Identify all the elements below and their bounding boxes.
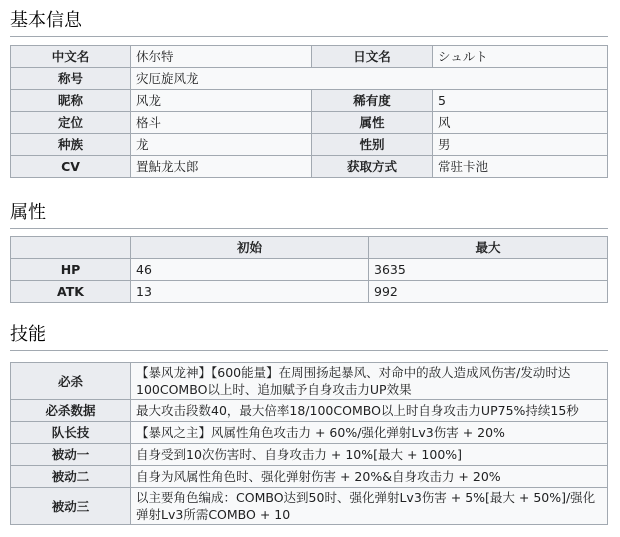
section-heading-basic: 基本信息 xyxy=(10,6,608,37)
value: 风龙 xyxy=(131,90,312,112)
label: 日文名 xyxy=(312,46,433,68)
table-row xyxy=(11,259,608,281)
table-row xyxy=(11,156,608,178)
table-row xyxy=(11,112,608,134)
section-heading-attributes: 属性 xyxy=(10,198,608,229)
value: シュルト xyxy=(433,46,608,68)
value: 3635 xyxy=(369,259,608,281)
value: 以主要角色编成：COMBO达到50时、强化弹射Lv3伤害 + 5%[最大 + 50%]/强化弹射Lv3所需COMBO + 10 xyxy=(131,488,608,525)
value: 最大攻击段数40，最大倍率18/100COMBO以上时自身攻击力UP75%持续15秒 xyxy=(131,400,608,422)
value: 龙 xyxy=(131,134,312,156)
label: 称号 xyxy=(11,68,131,90)
table-header-row xyxy=(11,237,608,259)
label: 被动三 xyxy=(11,488,131,525)
value: 置鮎龙太郎 xyxy=(131,156,312,178)
table-row xyxy=(11,488,608,525)
table-row xyxy=(11,363,608,400)
label: 被动一 xyxy=(11,444,131,466)
label: 中文名 xyxy=(11,46,131,68)
label: ATK xyxy=(11,281,131,303)
attributes-table xyxy=(10,236,608,303)
label: CV xyxy=(11,156,131,178)
header-cell: 最大 xyxy=(369,237,608,259)
value: 5 xyxy=(433,90,608,112)
table-row xyxy=(11,422,608,444)
label: 定位 xyxy=(11,112,131,134)
basic-info-table xyxy=(10,45,608,178)
value: 格斗 xyxy=(131,112,312,134)
value: 【暴风之主】风属性角色攻击力 + 60%/强化弹射Lv3伤害 + 20% xyxy=(131,422,608,444)
section-heading-skills: 技能 xyxy=(10,320,608,351)
value: 自身受到10次伤害时、自身攻击力 + 10%[最大 + 100%] xyxy=(131,444,608,466)
value: 常驻卡池 xyxy=(433,156,608,178)
header-cell xyxy=(11,237,131,259)
table-row xyxy=(11,444,608,466)
label: 必杀数据 xyxy=(11,400,131,422)
value: 992 xyxy=(369,281,608,303)
label: 昵称 xyxy=(11,90,131,112)
label: 种族 xyxy=(11,134,131,156)
value: 休尔特 xyxy=(131,46,312,68)
label: 队长技 xyxy=(11,422,131,444)
table-row xyxy=(11,466,608,488)
table-row xyxy=(11,68,608,90)
label: 属性 xyxy=(312,112,433,134)
header-cell: 初始 xyxy=(131,237,369,259)
table-row xyxy=(11,281,608,303)
value: 灾厄旋风龙 xyxy=(131,68,608,90)
value: 46 xyxy=(131,259,369,281)
value: 13 xyxy=(131,281,369,303)
value: 自身为风属性角色时、强化弹射伤害 + 20%&自身攻击力 + 20% xyxy=(131,466,608,488)
table-row xyxy=(11,134,608,156)
table-row xyxy=(11,90,608,112)
label: 获取方式 xyxy=(312,156,433,178)
label: 稀有度 xyxy=(312,90,433,112)
label: 性别 xyxy=(312,134,433,156)
table-row xyxy=(11,400,608,422)
label: 必杀 xyxy=(11,363,131,400)
table-row xyxy=(11,46,608,68)
value: 风 xyxy=(433,112,608,134)
value: 男 xyxy=(433,134,608,156)
label: 被动二 xyxy=(11,466,131,488)
skills-table xyxy=(10,362,608,525)
label: HP xyxy=(11,259,131,281)
value: 【暴风龙神】【600能量】在周围扬起暴风、对命中的敌人造成风伤害/发动时达100COMBO以上时、追加赋予自身攻击力UP效果 xyxy=(131,363,608,400)
